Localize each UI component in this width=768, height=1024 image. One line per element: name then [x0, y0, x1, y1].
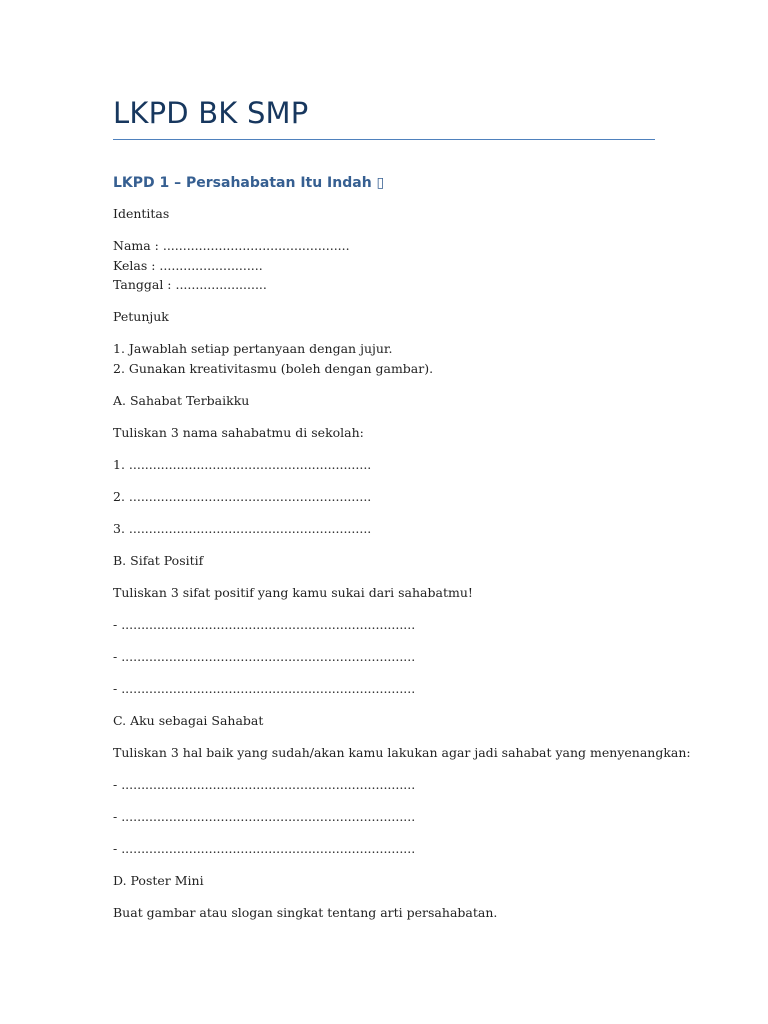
section-a-line-3: 3. .............................................................: [113, 520, 372, 536]
section-b-line-2: - ..........................................................................: [113, 648, 416, 664]
section-d-title: D. Poster Mini: [113, 872, 204, 888]
section-heading: LKPD 1 – Persahabatan Itu Indah ▯: [113, 175, 385, 191]
section-b-line-3: - ..........................................................................: [113, 680, 416, 696]
section-c-line-3: - ..........................................................................: [113, 840, 416, 856]
section-a-line-1: 1. .............................................................: [113, 456, 372, 472]
petunjuk-item-1: 1. Jawablah setiap pertanyaan dengan jujur.: [113, 341, 393, 356]
section-b-line-1: - ..........................................................................: [113, 616, 416, 632]
section-a-instruction: Tuliskan 3 nama sahabatmu di sekolah:: [113, 424, 364, 440]
section-c-title: C. Aku sebagai Sahabat: [113, 712, 264, 728]
section-c-line-2: - ..........................................................................: [113, 808, 416, 824]
title-underline: [113, 139, 655, 140]
petunjuk-label: Petunjuk: [113, 309, 169, 324]
document-body: [113, 172, 691, 922]
document-title: LKPD BK SMP: [113, 96, 309, 130]
nama-field: Nama : ...............................................: [113, 238, 350, 253]
section-a-line-2: 2. .............................................................: [113, 488, 372, 504]
petunjuk-item-2: 2. Gunakan kreativitasmu (boleh dengan gambar).: [113, 360, 434, 376]
tanggal-field: Tanggal : .......................: [113, 277, 267, 292]
section-d-instruction: Buat gambar atau slogan singkat tentang arti persahabatan.: [113, 904, 498, 920]
section-c-instruction: Tuliskan 3 hal baik yang sudah/akan kamu lakukan agar jadi sahabat yang menyenangkan:: [113, 744, 691, 760]
section-b-title: B. Sifat Positif: [113, 552, 204, 568]
section-a-title: A. Sahabat Terbaikku: [113, 392, 250, 408]
section-b-instruction: Tuliskan 3 sifat positif yang kamu sukai dari sahabatmu!: [113, 584, 473, 600]
section-c-line-1: - ..........................................................................: [113, 776, 416, 792]
kelas-field: Kelas : ..........................: [113, 257, 263, 273]
identitas-label: Identitas: [113, 206, 170, 221]
